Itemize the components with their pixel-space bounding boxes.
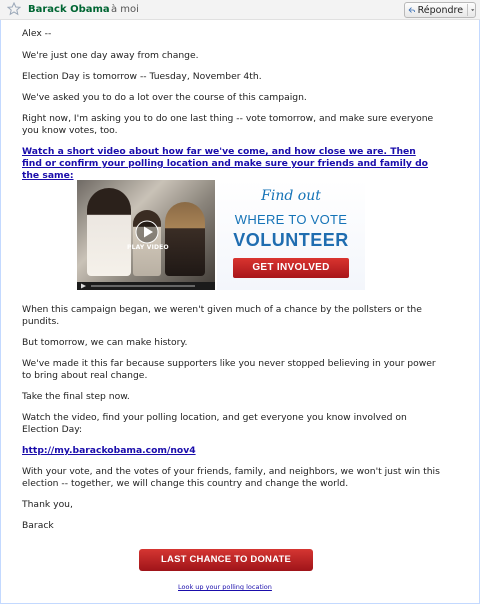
video-figure	[165, 202, 205, 276]
play-video-label: PLAY VIDEO	[127, 244, 169, 251]
reply-arrow-icon	[408, 4, 416, 16]
call-to-action-panel[interactable]	[217, 180, 365, 290]
paragraph: Watch the video, find your polling location, and get everyone you know involved on Election Day:	[22, 412, 407, 435]
promo-banner[interactable]	[77, 180, 365, 290]
paragraph: Election Day is tomorrow -- Tuesday, November 4th.	[22, 71, 262, 82]
reply-button[interactable]	[404, 2, 476, 18]
reply-label: Répondre	[417, 4, 464, 16]
paragraph: Right now, I'm asking you to do one last thing -- vote tomorrow, and make sure everyone you know votes, too.	[22, 113, 434, 136]
paragraph: When this campaign began, we weren't given much of a chance by the pollsters or the pundits.	[22, 304, 422, 327]
play-control-icon[interactable]	[80, 283, 87, 289]
find-out-text: Find out	[261, 188, 321, 204]
signature: Barack	[22, 520, 54, 531]
paragraph: We're just one day away from change.	[22, 50, 199, 61]
signoff: Thank you,	[22, 499, 73, 510]
paragraph: Take the final step now.	[22, 391, 130, 402]
reply-divider	[467, 4, 468, 16]
video-controls[interactable]	[77, 282, 215, 290]
get-involved-button[interactable]: GET INVOLVED	[233, 258, 349, 278]
donate-button[interactable]: LAST CHANCE TO DONATE	[139, 549, 313, 571]
paragraph: We've asked you to do a lot over the course of this campaign.	[22, 92, 307, 103]
chevron-down-icon[interactable]	[470, 5, 475, 15]
play-icon[interactable]	[135, 220, 159, 244]
video-figure	[87, 188, 131, 276]
volunteer-text: VOLUNTEER	[233, 230, 349, 250]
paragraph: With your vote, and the votes of your friends, family, and neighbors, we won't just win this election -- together, we will change this country and change the world.	[22, 466, 440, 489]
greeting: Alex --	[22, 28, 52, 39]
sender-name[interactable]: Barack Obama	[28, 4, 110, 15]
paragraph: But tomorrow, we can make history.	[22, 337, 188, 348]
star-icon[interactable]	[7, 2, 21, 16]
video-link[interactable]: Watch a short video about how far we've come, and how close we are. Then find or confirm your polling location and make sure your friends and family do the same:	[22, 146, 428, 181]
polling-location-link[interactable]: Look up your polling location	[178, 583, 272, 591]
nov4-link[interactable]: http://my.barackobama.com/nov4	[22, 445, 196, 456]
video-progress-track[interactable]	[91, 285, 195, 287]
video-thumbnail[interactable]	[77, 180, 215, 290]
recipient-label: à moi	[111, 4, 139, 15]
message-header	[0, 0, 480, 20]
where-to-vote-text: WHERE TO VOTE	[234, 212, 348, 227]
paragraph: We've made it this far because supporters like you never stopped believing in your power to bring about real change.	[22, 358, 436, 381]
